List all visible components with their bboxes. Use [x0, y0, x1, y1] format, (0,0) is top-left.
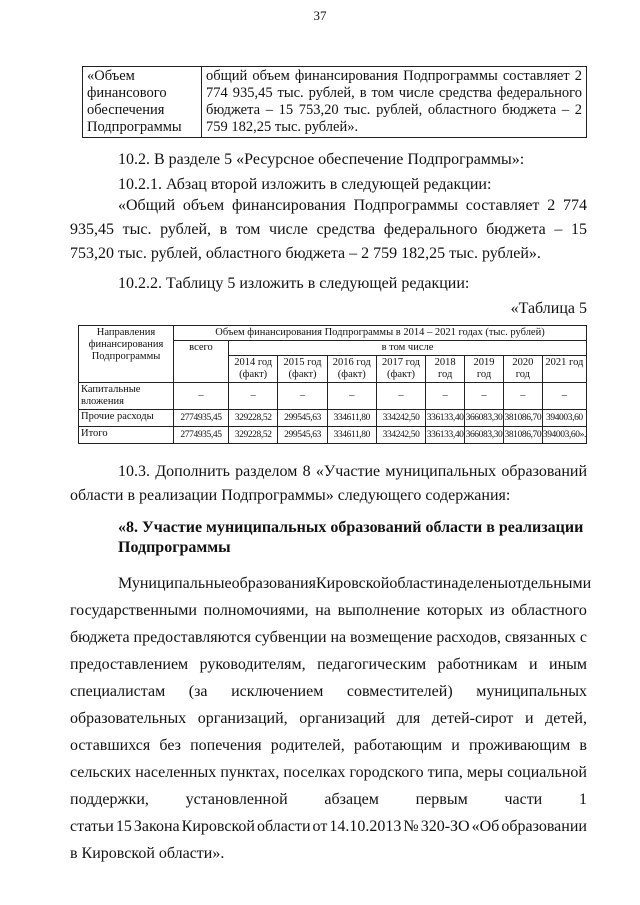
body-line: оставшихся без попечения родителей, работающим и проживающим в	[70, 737, 587, 754]
passport-label-cell	[83, 67, 202, 138]
quoted-paragraph: «Общий объем финансирования Подпрограммы составляет 2 774 935,45 тыс. рублей, в том числе средства федерального бюджета – 15 753,20 тыс. рублей, областного бюджета – 2 759 182,25 тыс. рублей».	[70, 197, 587, 262]
table-cell: 336133,40	[426, 427, 465, 444]
paragraph-10-2-1: 10.2.1. Абзац второй изложить в следующей редакции:	[118, 176, 492, 193]
body-line: сельских населенных пунктах, поселках городского типа, меры социальной	[70, 764, 587, 781]
table-row	[79, 410, 587, 427]
table-cell: 334242,50	[376, 427, 425, 444]
table-row	[79, 427, 587, 444]
body-line: специалистам (за исключением совместителей) муниципальных	[70, 683, 587, 700]
table-cell: 334611,80	[327, 410, 376, 427]
passport-label-line: обеспечения	[87, 102, 165, 118]
table-cell: –	[503, 383, 542, 410]
table-cell: 394003,60».	[542, 427, 586, 444]
body-line: государственными полномочиями, на выполнение которых из областного	[70, 602, 587, 619]
row-label: Капитальные вложения	[79, 383, 174, 410]
section-heading: «8. Участие муниципальных образований области в реализации Подпрограммы	[118, 519, 584, 556]
header-volume: Объем финансирования Подпрограммы в 2014 – 2021 годах (тыс. рублей)	[174, 326, 587, 341]
table-cell: 394003,60	[542, 410, 586, 427]
table-cell: 336133,40	[426, 410, 465, 427]
table-cell: 334611,80	[327, 427, 376, 444]
paragraph-10-2: 10.2. В разделе 5 «Ресурсное обеспечение Подпрограммы»:	[118, 151, 525, 168]
header-year: 2017 год (факт)	[376, 356, 425, 383]
header-direction: Направления финансирования Подпрограммы	[79, 326, 174, 383]
table-cell: 299545,63	[278, 410, 327, 427]
table-cell: 334242,50	[376, 410, 425, 427]
table-cell: 366083,30	[465, 427, 504, 444]
header-year: 2018 год	[426, 356, 465, 383]
table-label: «Таблица 5	[510, 300, 587, 317]
table-row	[79, 383, 587, 410]
header-total: всего	[174, 341, 229, 383]
body-line: предоставлением руководителям, педагогическим работникам и иным	[70, 656, 587, 673]
header-year: 2019 год	[465, 356, 504, 383]
passport-label-line: «Объем	[87, 68, 135, 84]
header-year: 2015 год (факт)	[278, 356, 327, 383]
subprogram-funding-passport-table	[82, 66, 587, 138]
page-number: 37	[313, 8, 327, 23]
table-cell: –	[542, 383, 586, 410]
passport-label-line: финансового	[87, 85, 167, 101]
table-cell: 299545,63	[278, 427, 327, 444]
paragraph-10-2-2: 10.2.2. Таблицу 5 изложить в следующей редакции:	[118, 275, 470, 292]
table-cell: –	[278, 383, 327, 410]
row-label: Прочие расходы	[79, 410, 174, 427]
header-year: 2021 год	[542, 356, 586, 383]
body-line: поддержки, установленной абзацем первым части 1	[70, 791, 587, 808]
body-line: Муниципальные образования Кировской области наделены отдельными	[118, 575, 592, 592]
table-cell: –	[376, 383, 425, 410]
table-cell: 329228,52	[229, 410, 278, 427]
header-year: 2020 год	[503, 356, 542, 383]
table-cell: 2774935,45	[174, 427, 229, 444]
body-line: в Кировской области».	[70, 845, 225, 862]
row-label: Итого	[79, 427, 174, 444]
paragraph-10-3: 10.3. Дополнить разделом 8 «Участие муниципальных образований области в реализации Подпрограммы» следующего содержания:	[70, 463, 587, 504]
table-cell: 381086,70	[503, 427, 542, 444]
table-cell: 329228,52	[229, 427, 278, 444]
table-cell: –	[327, 383, 376, 410]
table-cell: 2774935,45	[174, 410, 229, 427]
passport-label-line: Подпрограммы	[87, 119, 182, 135]
table-cell: –	[174, 383, 229, 410]
table-cell: 381086,70	[503, 410, 542, 427]
table-cell: –	[426, 383, 465, 410]
header-including: в том числе	[229, 341, 587, 356]
table-cell: 366083,30	[465, 410, 504, 427]
header-year: 2014 год (факт)	[229, 356, 278, 383]
table-header-row	[79, 326, 587, 341]
body-line: образовательных организаций, организаций для детей-сирот и детей,	[70, 710, 587, 727]
passport-value-cell: общий объем финансирования Подпрограммы составляет 2 774 935,45 тыс. рублей, в том числе средства федерального бюджета – 15 753,20 тыс. рублей, областного бюджета – 2 759 182,25 тыс. рублей».	[202, 67, 587, 138]
body-line: статьи 15 Закона Кировской области от 14.10.2013 № 320-ЗО «Об образовании	[70, 818, 587, 835]
resource-table	[78, 325, 587, 444]
body-line: бюджета предоставляются субвенции на возмещение расходов, связанных с	[70, 629, 587, 646]
table-cell: –	[465, 383, 504, 410]
section-body	[70, 570, 592, 867]
table-cell: –	[229, 383, 278, 410]
header-year: 2016 год (факт)	[327, 356, 376, 383]
